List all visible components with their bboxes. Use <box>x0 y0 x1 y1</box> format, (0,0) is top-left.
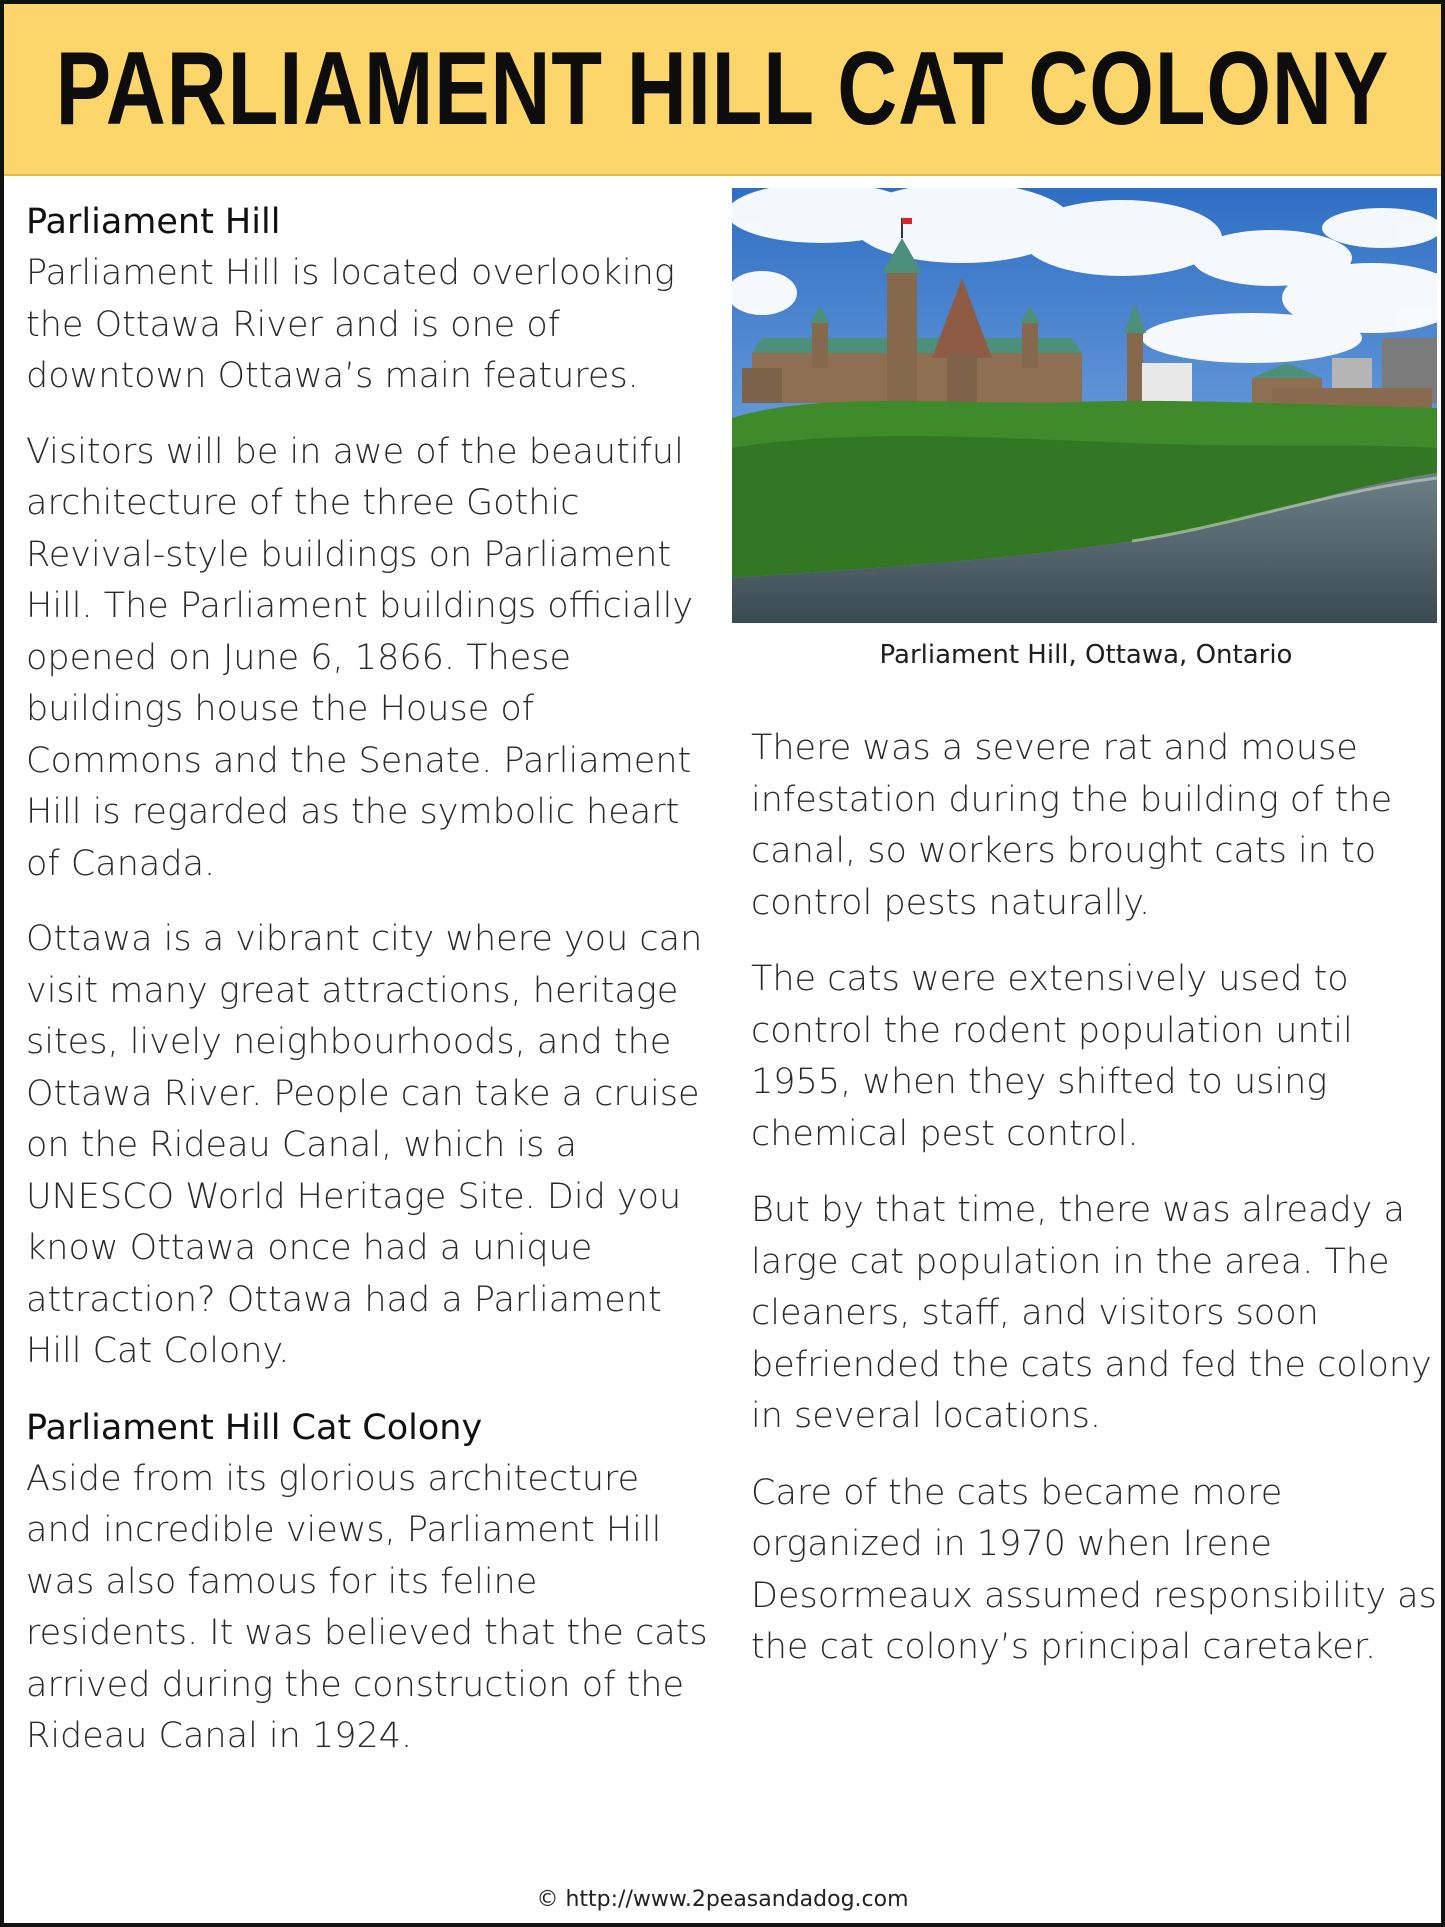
parliament-hill-photo <box>732 188 1437 623</box>
title-banner <box>4 4 1441 176</box>
right-text-block <box>732 723 1440 1674</box>
section-heading-parliament-hill: Parliament Hill <box>26 202 281 242</box>
right-column <box>732 188 1440 1699</box>
paragraph-location: Parliament Hill is located overlooking the Ottawa River and is one of downtown Ottawa’s main features. <box>26 253 675 396</box>
section-heading-cat-colony: Parliament Hill Cat Colony <box>26 1407 483 1448</box>
paragraph-ottawa: Ottawa is a vibrant city where you can visit many great attractions, heritage sites, lively neighbourhoods, and the Ottawa River. People can take a cruise on the Rideau Canal, which is a UNESCO World Heritage Site. Did you know Ottawa once had a unique attraction? Ottawa had a Parliament Hill Cat Colony. <box>26 919 703 1371</box>
paragraph-architecture: Visitors will be in awe of the beautiful architecture of the three Gothic Revival-style buildings on Parliament Hill. The Parliament buildings officially opened on June 6, 1866. These buildings house the House of Commons and the Senate. Parliament Hill is regarded as the symbolic heart of Canada. <box>26 431 694 884</box>
paragraph-rodent-control: The cats were extensively used to control the rodent population until 1955, when they shifted to using chemical pest control. <box>751 959 1353 1154</box>
page-title: PARLIAMENT HILL CAT COLONY <box>55 31 1390 147</box>
photo-caption: Parliament Hill, Ottawa, Ontario <box>879 640 1293 670</box>
paragraph-infestation: There was a severe rat and mouse infestation during the building of the canal, so workers brought cats in to control pests naturally. <box>751 728 1393 923</box>
paragraph-cat-population: But by that time, there was already a large cat population in the area. The cleaners, staff, and visitors soon befriended the cats and fed the colony in several locations. <box>751 1190 1432 1436</box>
left-column <box>26 196 716 1787</box>
paragraph-caretaker: Care of the cats became more organized in 1970 when Irene Desormeaux assumed responsibility as the cat colony’s principal caretaker. <box>751 1472 1437 1667</box>
copyright-footer: © http://www.2peasandadog.com <box>536 1887 909 1912</box>
paragraph-feline-residents: Aside from its glorious architecture and incredible views, Parliament Hill was also famous for its feline residents. It was believed that the cats arrived during the construction of the Rideau Canal in 1924. <box>26 1458 708 1756</box>
